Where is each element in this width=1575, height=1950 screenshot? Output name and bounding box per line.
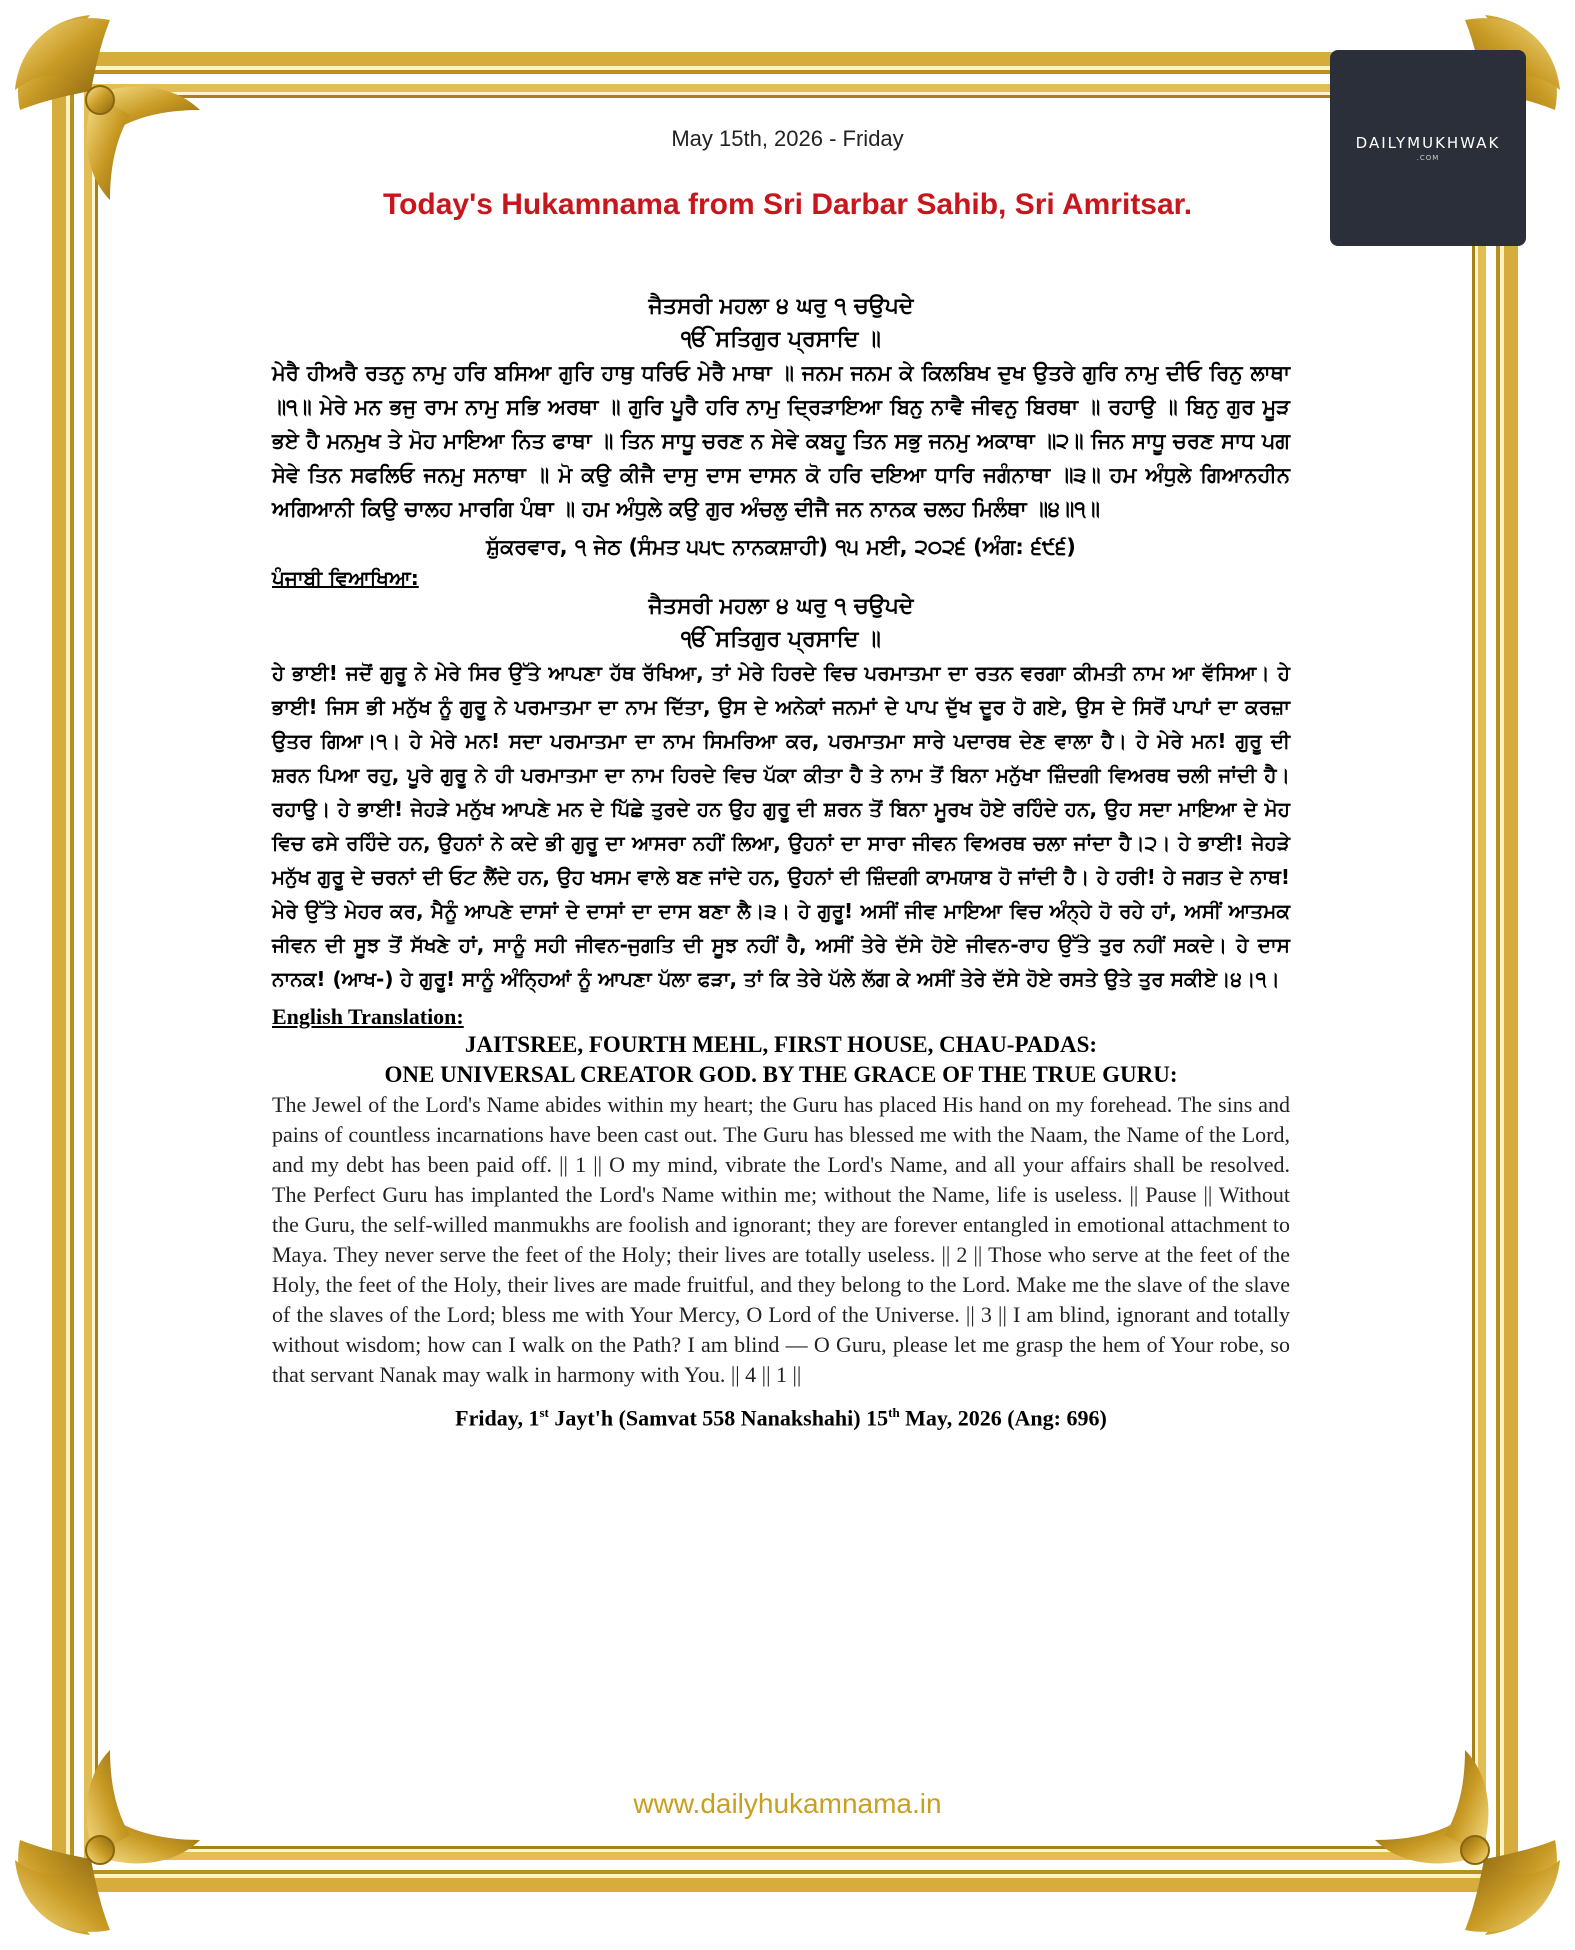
gurbani-text: ਮੇਰੈ ਹੀਅਰੈ ਰਤਨੁ ਨਾਮੁ ਹਰਿ ਬਸਿਆ ਗੁਰਿ ਹਾਥੁ ਧਰਿਓ ਮੇਰੈ ਮਾਥਾ ॥ ਜਨਮ ਜਨਮ ਕੇ ਕਿਲਬਿਖ ਦੁਖ ਉਤਰੇ ਗੁਰਿ ਨਾਮੁ ਦੀਓ ਰਿਨੁ ਲਾਥਾ ॥੧॥ ਮੇਰੇ ਮਨ ਭਜੁ ਰਾਮ ਨਾਮੁ ਸਭਿ ਅਰਥਾ ॥ ਗੁਰਿ ਪੂਰੈ ਹਰਿ ਨਾਮੁ ਦ੍ਰਿੜਾਇਆ ਬਿਨੁ ਨਾਵੈ ਜੀਵਨੁ ਬਿਰਥਾ ॥ ਰਹਾਉ ॥ ਬਿਨੁ ਗੁਰ ਮੂੜ ਭਏ ਹੈ ਮਨਮੁਖ ਤੇ ਮੋਹ ਮਾਇਆ ਨਿਤ ਫਾਥਾ ॥ ਤਿਨ ਸਾਧੂ ਚਰਣ ਨ ਸੇਵੇ ਕਬਹੂ ਤਿਨ ਸਭੁ ਜਨਮੁ ਅਕਾਥਾ ॥੨॥ ਜਿਨ ਸਾਧੂ ਚਰਣ ਸਾਧ ਪਗ ਸੇਵੇ ਤਿਨ ਸਫਲਿਓ ਜਨਮੁ ਸਨਾਥਾ ॥ ਮੋ ਕਉ ਕੀਜੈ ਦਾਸੁ ਦਾਸ ਦਾਸਨ ਕੋ ਹਰਿ ਦਇਆ ਧਾਰਿ ਜਗੰਨਾਥਾ ॥੩॥ ਹਮ ਅੰਧੁਲੇ ਗਿਆਨਹੀਨ ਅਗਿਆਨੀ ਕਿਉ ਚਾਲਹ ਮਾਰਗਿ ਪੰਥਾ ॥ ਹਮ ਅੰਧੁਲੇ ਕਉ ਗੁਰ ਅੰਚਲੁ ਦੀਜੈ ਜਨ ਨਾਨਕ ਚਲਹ ਮਿਲੰਥਾ ॥੪॥੧॥: [272, 361, 1290, 521]
english-invocation: ONE UNIVERSAL CREATOR GOD. BY THE GRACE OF THE TRUE GURU:: [384, 1062, 1178, 1087]
vyakhya-invocation: ੴ ਸਤਿਗੁਰ ਪ੍ਰਸਾਦਿ ॥: [681, 627, 881, 652]
gurbani-date-line: ਸ਼ੁੱਕਰਵਾਰ, ੧ ਜੇਠ (ਸੰਮਤ ੫੫੮ ਨਾਨਕਸ਼ਾਹੀ) ੧੫ ਮਈ, ੨੦੨੬ (ਅੰਗ: ੬੯੬): [486, 535, 1076, 559]
english-title: JAITSREE, FOURTH MEHL, FIRST HOUSE, CHAU-PADAS:: [464, 1032, 1098, 1057]
punjabi-vyakhya-label: ਪੰਜਾਬੀ ਵਿਆਖਿਆ:: [272, 566, 419, 590]
english-date-sup: th: [888, 1405, 900, 1420]
english-date-part: May, 2026 (Ang: 696): [899, 1405, 1107, 1431]
vyakhya-text: ਹੇ ਭਾਈ! ਜਦੋਂ ਗੁਰੂ ਨੇ ਮੇਰੇ ਸਿਰ ਉੱਤੇ ਆਪਣਾ ਹੱਥ ਰੱਖਿਆ, ਤਾਂ ਮੇਰੇ ਹਿਰਦੇ ਵਿਚ ਪਰਮਾਤਮਾ ਦਾ ਰਤਨ ਵਰਗਾ ਕੀਮਤੀ ਨਾਮ ਆ ਵੱਸਿਆ। ਹੇ ਭਾਈ! ਜਿਸ ਭੀ ਮਨੁੱਖ ਨੂੰ ਗੁਰੂ ਨੇ ਪਰਮਾਤਮਾ ਦਾ ਨਾਮ ਦਿੱਤਾ, ਉਸ ਦੇ ਅਨੇਕਾਂ ਜਨਮਾਂ ਦੇ ਪਾਪ ਦੁੱਖ ਦੂਰ ਹੋ ਗਏ, ਉਸ ਦੇ ਸਿਰੋਂ ਪਾਪਾਂ ਦਾ ਕਰਜ਼ਾ ਉਤਰ ਗਿਆ।੧। ਹੇ ਮੇਰੇ ਮਨ! ਸਦਾ ਪਰਮਾਤਮਾ ਦਾ ਨਾਮ ਸਿਮਰਿਆ ਕਰ, ਪਰਮਾਤਮਾ ਸਾਰੇ ਪਦਾਰਥ ਦੇਣ ਵਾਲਾ ਹੈ। ਹੇ ਮੇਰੇ ਮਨ! ਗੁਰੂ ਦੀ ਸ਼ਰਨ ਪਿਆ ਰਹੁ, ਪੂਰੇ ਗੁਰੂ ਨੇ ਹੀ ਪਰਮਾਤਮਾ ਦਾ ਨਾਮ ਹਿਰਦੇ ਵਿਚ ਪੱਕਾ ਕੀਤਾ ਹੈ ਤੇ ਨਾਮ ਤੋਂ ਬਿਨਾ ਮਨੁੱਖਾ ਜ਼ਿੰਦਗੀ ਵਿਅਰਥ ਚਲੀ ਜਾਂਦੀ ਹੈ। ਰਹਾਉ। ਹੇ ਭਾਈ! ਜੇਹੜੇ ਮਨੁੱਖ ਆਪਣੇ ਮਨ ਦੇ ਪਿੱਛੇ ਤੁਰਦੇ ਹਨ ਉਹ ਗੁਰੂ ਦੀ ਸ਼ਰਨ ਤੋਂ ਬਿਨਾ ਮੂਰਖ ਹੋਏ ਰਹਿੰਦੇ ਹਨ, ਉਹ ਸਦਾ ਮਾਇਆ ਦੇ ਮੋਹ ਵਿਚ ਫਸੇ ਰਹਿੰਦੇ ਹਨ, ਉਹਨਾਂ ਨੇ ਕਦੇ ਭੀ ਗੁਰੂ ਦਾ ਆਸਰਾ ਨਹੀਂ ਲਿਆ, ਉਹਨਾਂ ਦਾ ਸਾਰਾ ਜੀਵਨ ਵਿਅਰਥ ਚਲਾ ਜਾਂਦਾ ਹੈ।੨। ਹੇ ਭਾਈ! ਜੇਹੜੇ ਮਨੁੱਖ ਗੁਰੂ ਦੇ ਚਰਨਾਂ ਦੀ ਓਟ ਲੈਂਦੇ ਹਨ, ਉਹ ਖਸਮ ਵਾਲੇ ਬਣ ਜਾਂਦੇ ਹਨ, ਉਹਨਾਂ ਦੀ ਜ਼ਿੰਦਗੀ ਕਾਮਯਾਬ ਹੋ ਜਾਂਦੀ ਹੈ। ਹੇ ਹਰੀ! ਹੇ ਜਗਤ ਦੇ ਨਾਥ! ਮੇਰੇ ਉੱਤੇ ਮੇਹਰ ਕਰ, ਮੈਨੂੰ ਆਪਣੇ ਦਾਸਾਂ ਦੇ ਦਾਸਾਂ ਦਾ ਦਾਸ ਬਣਾ ਲੈ।੩। ਹੇ ਗੁਰੂ! ਅਸੀਂ ਜੀਵ ਮਾਇਆ ਵਿਚ ਅੰਨ੍ਹੇ ਹੋ ਰਹੇ ਹਾਂ, ਅਸੀਂ ਆਤਮਕ ਜੀਵਨ ਦੀ ਸੂਝ ਤੋਂ ਸੱਖਣੇ ਹਾਂ, ਸਾਨੂੰ ਸਹੀ ਜੀਵਨ-ਜੁਗਤਿ ਦੀ ਸੂਝ ਨਹੀਂ ਹੈ, ਅਸੀਂ ਤੇਰੇ ਦੱਸੇ ਹੋਏ ਜੀਵਨ-ਰਾਹ ਉੱਤੇ ਤੁਰ ਨਹੀਂ ਸਕਦੇ। ਹੇ ਦਾਸ ਨਾਨਕ! (ਆਖ-) ਹੇ ਗੁਰੂ! ਸਾਨੂੰ ਅੰਨ੍ਹਿਆਂ ਨੂੰ ਆਪਣਾ ਪੱਲਾ ਫੜਾ, ਤਾਂ ਕਿ ਤੇਰੇ ਪੱਲੇ ਲੱਗ ਕੇ ਅਸੀਂ ਤੇਰੇ ਦੱਸੇ ਹੋਏ ਰਸਤੇ ਉਤੇ ਤੁਰ ਸਕੀਏ।੪।੧।: [272, 661, 1290, 991]
corner-bow-ornament-icon: [1345, 1720, 1575, 1950]
logo-brand-text: DAILYMUKHWAK: [1355, 134, 1501, 152]
english-translation-label: English Translation:: [272, 1004, 464, 1029]
english-date-sup: st: [539, 1405, 549, 1420]
hukamnama-content: [272, 290, 1290, 1435]
english-date-line: [272, 1396, 1290, 1435]
english-date-part: Friday, 1: [455, 1405, 540, 1431]
vyakhya-title: ਜੈਤਸਰੀ ਮਹਲਾ ੪ ਘਰੁ ੧ ਚਉਪਦੇ: [648, 594, 914, 619]
page-title: Today's Hukamnama from Sri Darbar Sahib, Sri Amritsar.: [382, 188, 1193, 221]
gurbani-title: ਜੈਤਸਰੀ ਮਹਲਾ ੪ ਘਰੁ ੧ ਚਉਪਦੇ: [648, 294, 914, 319]
english-translation-text: The Jewel of the Lord's Name abides within my heart; the Guru has placed His hand on my forehead. The sins and pains of countless incarnations have been cast out. The Guru has blessed me with the Naam, the Name of the Lord, and my debt has been paid off. || 1 || O my mind, vibrate the Lord's Name, and all your affairs shall be resolved. The Perfect Guru has implanted the Lord's Name within me; without the Name, life is useless. || Pause || Without the Guru, the self-willed manmukhs are foolish and ignorant; they are forever entangled in emotional attachment to Maya. They never serve the feet of the Holy; their lives are totally useless. || 2 || Those who serve at the feet of the Holy, the feet of the Holy, their lives are made fruitful, and they belong to the Lord. Make me the slave of the slave of the slaves of the Lord; bless me with Your Mercy, O Lord of the Universe. || 3 || I am blind, ignorant and totally without wisdom; how can I walk on the Path? I am blind — O Guru, please let me grasp the hem of Your robe, so that servant Nanak may walk in harmony with You. || 4 || 1 ||: [272, 1092, 1290, 1387]
logo-domain-text: .COM: [1416, 154, 1440, 162]
page-date: May 15th, 2026 - Friday: [671, 126, 904, 151]
corner-bow-ornament-icon: [0, 1720, 230, 1950]
website-link[interactable]: www.dailyhukamnama.in: [633, 1788, 942, 1819]
gurbani-invocation: ੴ ਸਤਿਗੁਰ ਪ੍ਰਸਾਦਿ ॥: [681, 327, 881, 352]
english-date-part: Jayt'h (Samvat 558 Nanakshahi) 15: [548, 1405, 889, 1431]
